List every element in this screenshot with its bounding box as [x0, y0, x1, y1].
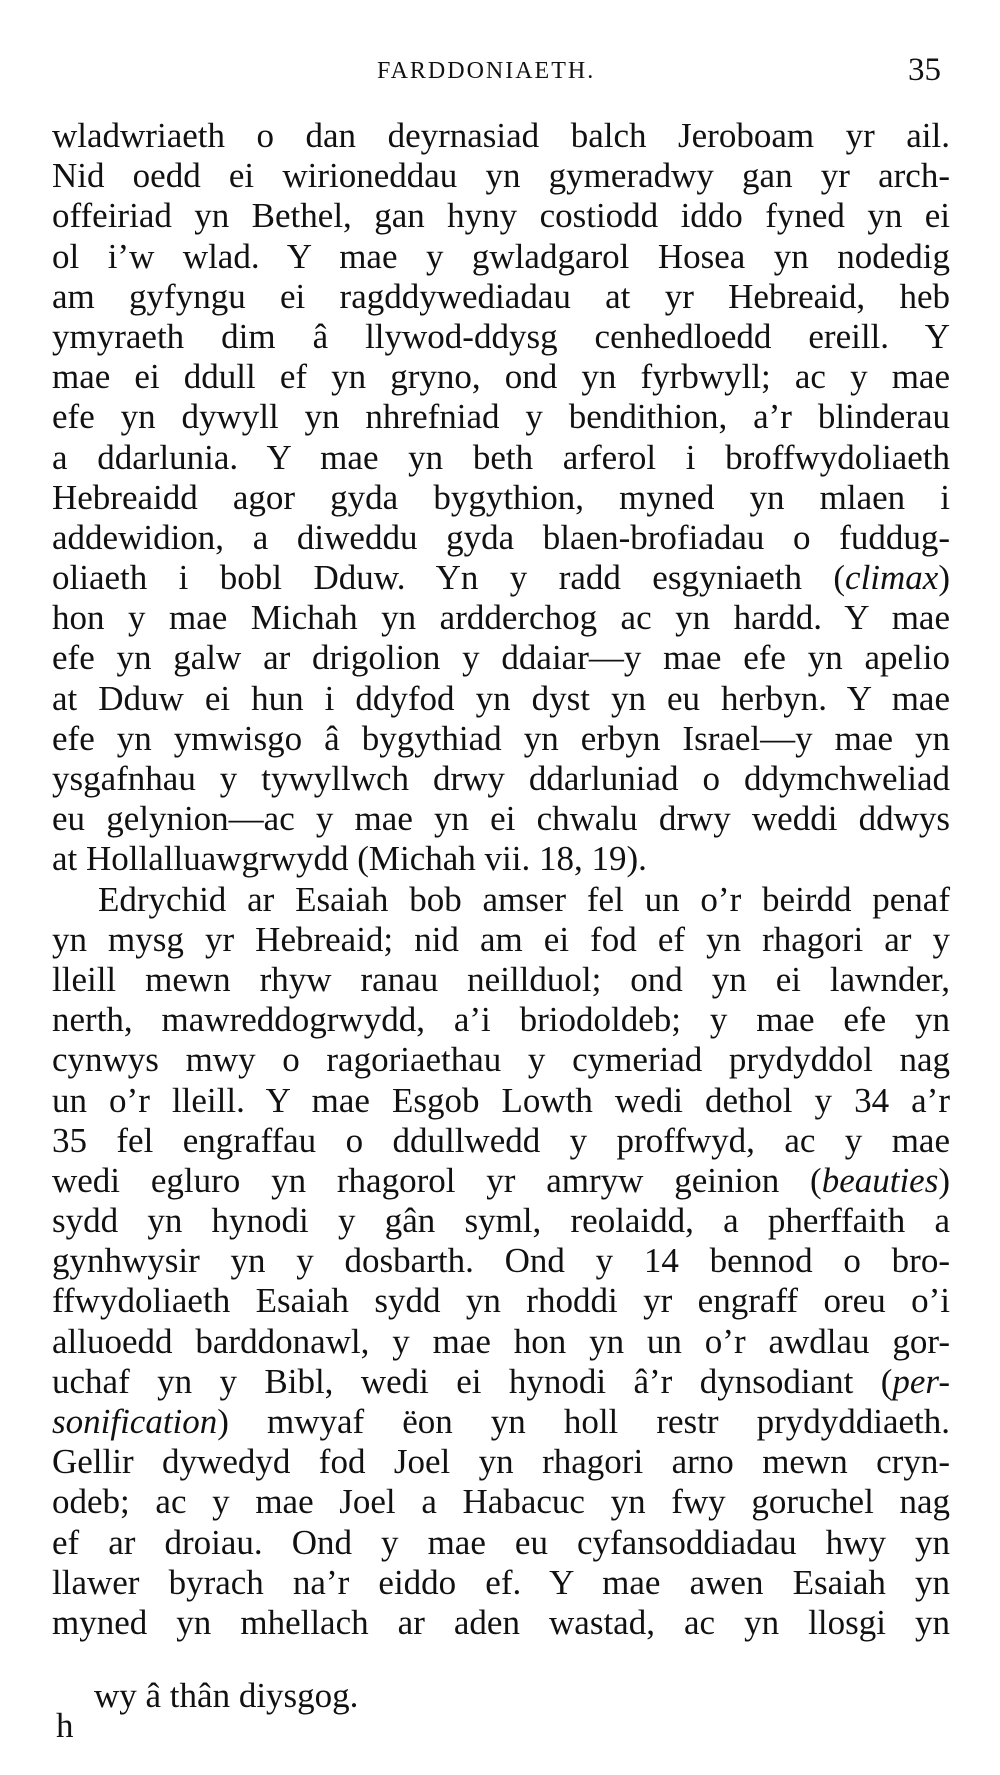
text-line: hon y mae Michah yn ardderchog ac yn hardd. Y mae	[52, 598, 950, 638]
text-line: Hebreaidd agor gyda bygythion, myned yn mlaen i	[52, 477, 950, 517]
text-line: nerth, mawreddogrwydd, a’i briodoldeb; y mae efe yn	[52, 1000, 950, 1040]
text-line: ol i’w wlad. Y mae y gwladgarol Hosea yn nodedig	[52, 236, 950, 276]
text-line: odeb; ac y mae Joel a Habacuc yn fwy goruchel nag	[52, 1482, 950, 1522]
text-line: addewidion, a diweddu gyda blaen-brofiadau o fuddug-	[52, 517, 950, 557]
text-line: efe yn galw ar drigolion y ddaiar—y mae efe yn apelio	[52, 638, 950, 678]
text-line: uchaf yn y Bibl, wedi ei hynodi â’r dynsodiant (per-	[52, 1361, 950, 1401]
text-line: ef ar droiau. Ond y mae eu cyfansoddiadau hwy yn	[52, 1522, 950, 1562]
displaced-letter: h	[56, 1706, 74, 1745]
text-line: llawer byrach na’r eiddo ef. Y mae awen Esaiah yn	[52, 1562, 950, 1602]
text-line: eu gelynion—ac y mae yn ei chwalu drwy weddi ddwys	[52, 799, 950, 839]
text-line: sydd yn hynodi y gân syml, reolaidd, a pherffaith a	[52, 1201, 950, 1241]
text-line: wedi egluro yn rhagorol yr amryw geinion (beauties)	[52, 1160, 950, 1200]
paragraph-end-line: at Hollalluawgrwydd (Michah vii. 18, 19).	[52, 839, 647, 879]
text-line: un o’r lleill. Y mae Esgob Lowth wedi dethol y 34 a’r	[52, 1080, 950, 1120]
paragraph-start-line: Edrychid ar Esaiah bob amser fel un o’r beirdd penaf	[98, 879, 950, 919]
body-text	[52, 116, 950, 1643]
text-line: mae ei ddull ef yn gryno, ond yn fyrbwyll; ac y mae	[52, 357, 950, 397]
page-number: 35	[908, 52, 941, 88]
text-line: 35 fel engraffau o ddullwedd y proffwyd, ac y mae	[52, 1120, 950, 1160]
text-line: offeiriad yn Bethel, gan hyny costiodd iddo fyned yn ei	[52, 196, 950, 236]
text-line: efe yn ymwisgo â bygythiad yn erbyn Israel—y mae yn	[52, 718, 950, 758]
text-line: myned yn mhellach ar aden wastad, ac yn llosgi yn	[52, 1602, 950, 1642]
text-line: ffwydoliaeth Esaiah sydd yn rhoddi yr engraff oreu o’i	[52, 1281, 950, 1321]
text-line: yn mysg yr Hebreaid; nid am ei fod ef yn rhagori ar y	[52, 919, 950, 959]
text-line: wladwriaeth o dan deyrnasiad balch Jeroboam yr ail.	[52, 116, 950, 155]
text-line: ysgafnhau y tywyllwch drwy ddarluniad o ddymchweliad	[52, 759, 950, 798]
text-line: am gyfyngu ei ragddywediadau at yr Hebreaid, heb	[52, 276, 950, 316]
text-line: a ddarlunia. Y mae yn beth arferol i broffwydoliaeth	[52, 437, 950, 477]
text-line: ymyraeth dim â llywod-ddysg cenhedloedd ereill. Y	[52, 316, 950, 356]
text-line: oliaeth i bobl Dduw. Yn y radd esgyniaeth (climax)	[52, 558, 950, 598]
text-line: Nid oedd ei wirioneddau yn gymeradwy gan yr arch-	[52, 156, 950, 196]
text-line: efe yn dywyll yn nhrefniad y bendithion, a’r blinderau	[52, 397, 950, 437]
running-title: FARDDONIAETH.	[377, 58, 596, 84]
final-text-line: wy â thân diysgog.	[94, 1676, 359, 1715]
text-line: gynhwysir yn y dosbarth. Ond y 14 bennod o bro-	[52, 1241, 950, 1281]
text-line: alluoedd barddonawl, y mae hon yn un o’r awdlau gor-	[52, 1321, 950, 1361]
text-line: cynwys mwy o ragoriaethau y cymeriad prydyddol nag	[52, 1040, 950, 1080]
text-line: at Dduw ei hun i ddyfod yn dyst yn eu herbyn. Y mae	[52, 678, 950, 718]
text-line: sonification) mwyaf ëon yn holl restr prydyddiaeth.	[52, 1402, 950, 1441]
text-line: lleill mewn rhyw ranau neillduol; ond yn ei lawnder,	[52, 959, 950, 999]
text-line: Gellir dywedyd fod Joel yn rhagori arno mewn cryn-	[52, 1442, 950, 1482]
